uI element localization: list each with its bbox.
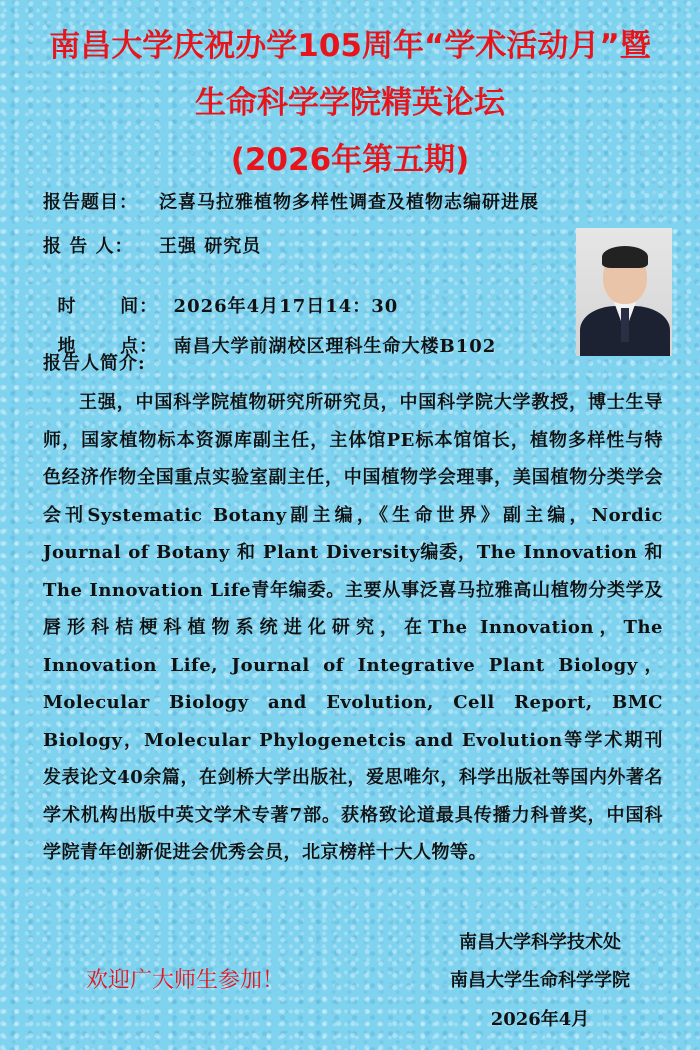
organizer-1: 南昌大学科学技术处 <box>459 932 621 953</box>
photo-hair <box>602 246 648 268</box>
topic-label: 报告题目： <box>43 192 138 213</box>
place-label: 地 点： <box>57 336 159 357</box>
time-value: 2026年4月17日14：30 <box>173 296 399 317</box>
speaker-label: 报 告 人： <box>43 236 134 257</box>
title-line-3: (2026年第五期) <box>230 142 470 178</box>
topic-value: 泛喜马拉雅植物多样性调查及植物志编研进展 <box>159 192 539 213</box>
info-speaker <box>43 232 261 258</box>
welcome-text: 欢迎广大师生参加！ <box>86 968 285 993</box>
organizer-2: 南昌大学生命科学学院 <box>450 970 630 991</box>
speaker-value: 王强 研究员 <box>159 236 262 257</box>
photo-tie <box>621 308 629 342</box>
place-value: 南昌大学前湖校区理科生命大楼B102 <box>173 336 497 357</box>
info-topic <box>43 188 539 214</box>
title-line-2: 生命科学学院精英论坛 <box>195 85 505 121</box>
speaker-bio <box>43 384 663 872</box>
bio-text: 王强，中国科学院植物研究所研究员，中国科学院大学教授，博士生导师，国家植物标本资源库副主任，主体馆PE标本馆馆长，植物多样性与特色经济作物全国重点实验室副主任，中国植物学会理事，美国植物分类学会会刊Systematic Botany副主编，《生命世界》副主编，Nordic Journal of Botany 和 Plant Diversity编委，The Innovation 和 The Innovation Life青年编委。主要从事泛喜马拉雅高山植物分类学及唇形科桔梗科植物系统进化研究，在The Innovation，The Innovation Life, Journal of Integrative Plant Biology，Molecular Biology and Evolution, Cell Report, BMC Biology，Molecular Phylogenetcis and Evolution等学术期刊发表论文40余篇，在剑桥大学出版社，爱思唯尔，科学出版社等国内外著名学术机构出版中英文学术专著7部。获格致论道最具传播力科普奖，中国科学院青年创新促进会优秀会员，北京榜样十大人物等。 <box>43 392 663 863</box>
speaker-photo <box>576 228 672 356</box>
title-line-1: 南昌大学庆祝办学105周年“学术活动月”暨 <box>49 28 651 64</box>
notice-date: 2026年4月 <box>490 1009 590 1030</box>
info-bio-label: 报告人简介: <box>43 353 146 374</box>
time-label: 时 间： <box>57 296 159 317</box>
